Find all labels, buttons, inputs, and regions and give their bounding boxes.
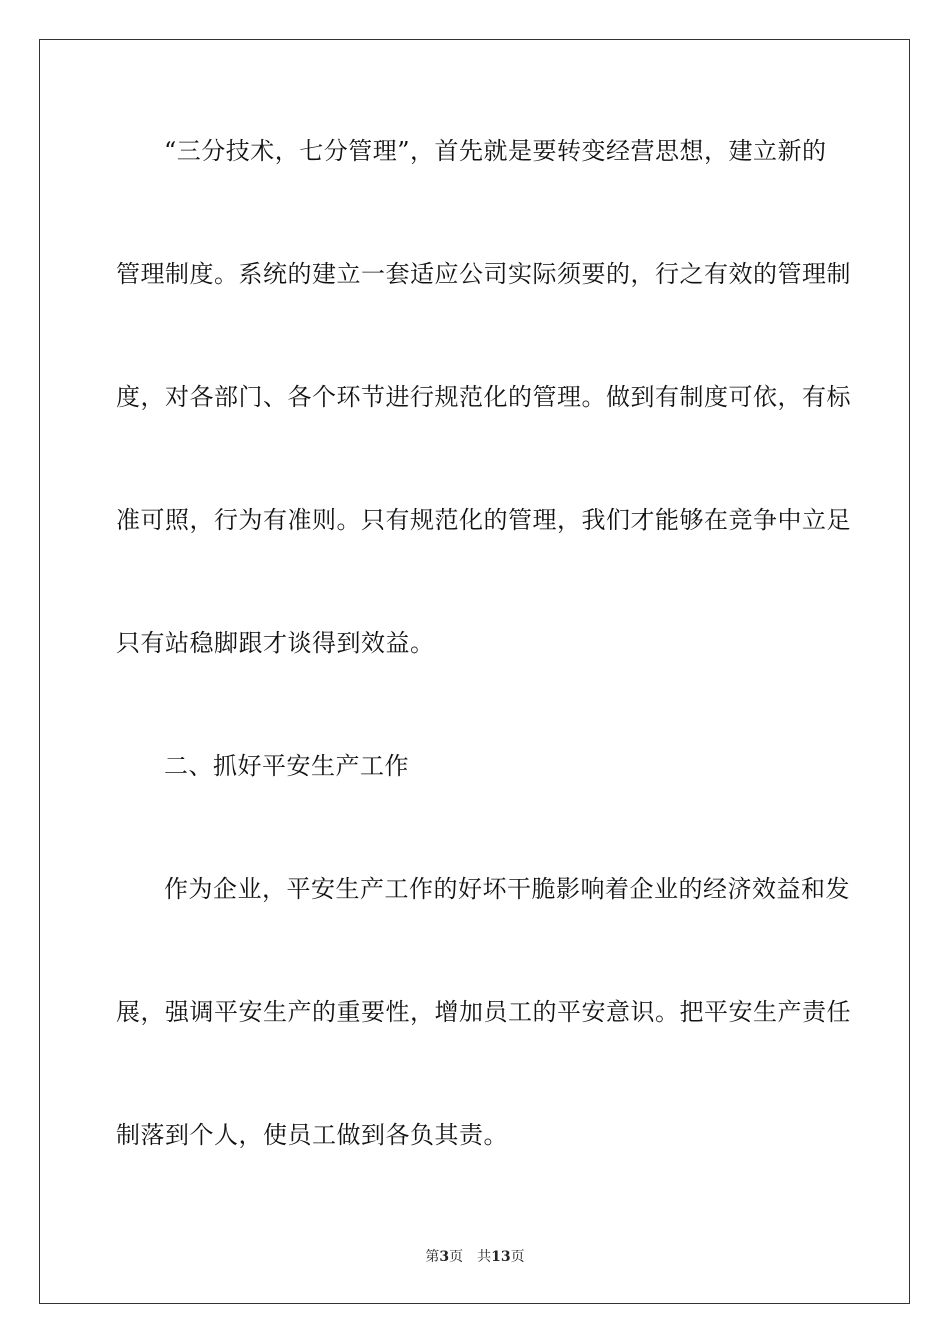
page-number: 3 (439, 1249, 450, 1265)
paragraph-1-line-2: 管理制度。系统的建立一套适应公司实际须要的，行之有效的管理制 (116, 260, 851, 288)
total-pages: 13 (491, 1249, 511, 1265)
paragraph-1-line-5: 只有站稳脚跟才谈得到效益。 (116, 629, 435, 657)
paragraph-1-line-3: 度，对各部门、各个环节进行规范化的管理。做到有制度可依，有标 (116, 383, 851, 411)
page-prefix: 第 (425, 1249, 440, 1265)
total-prefix: 共 (477, 1249, 492, 1265)
page-border (39, 39, 910, 1304)
paragraph-2-line-2: 展，强调平安生产的重要性，增加员工的平安意识。把平安生产责任 (116, 998, 851, 1026)
paragraph-2-line-1: 作为企业，平安生产工作的好坏干脆影响着企业的经济效益和发 (164, 875, 850, 903)
section-heading: 二、抓好平安生产工作 (164, 752, 409, 780)
total-suffix: 页 (510, 1249, 525, 1265)
page-footer (0, 1248, 950, 1266)
paragraph-2-line-3: 制落到个人，使员工做到各负其责。 (116, 1121, 508, 1149)
page-suffix: 页 (449, 1249, 464, 1265)
paragraph-1-line-4: 准可照，行为有准则。只有规范化的管理，我们才能够在竞争中立足 (116, 506, 851, 534)
paragraph-1-line-1: “三分技术，七分管理”，首先就是要转变经营思想，建立新的 (164, 137, 827, 165)
